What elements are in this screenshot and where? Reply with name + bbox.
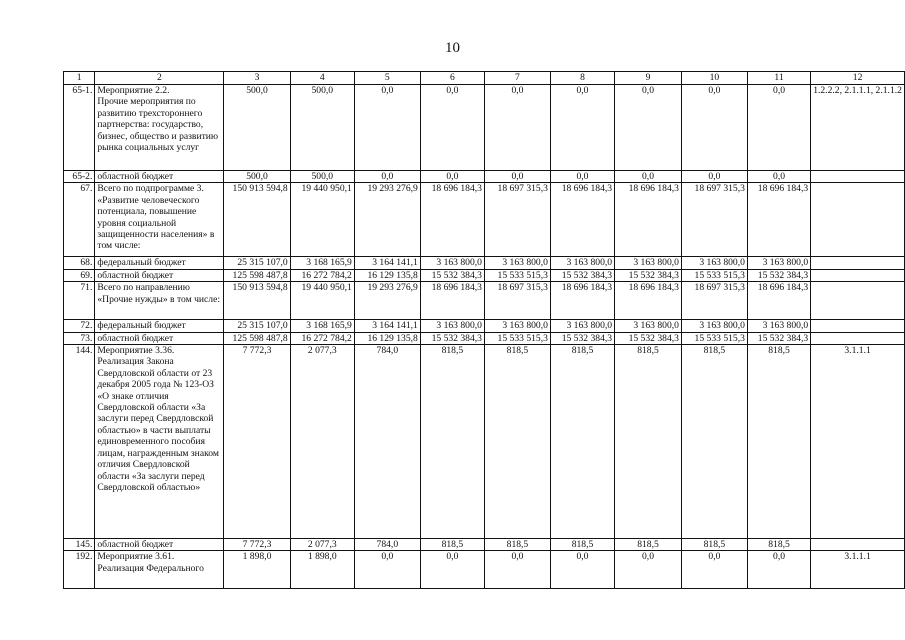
value-cell: 784,0 — [354, 345, 420, 539]
value-cell: 784,0 — [354, 539, 420, 551]
row-number: 68. — [64, 257, 95, 269]
target-codes — [811, 332, 905, 344]
row-number: 145. — [64, 539, 95, 551]
value-cell: 0,0 — [615, 85, 682, 171]
column-header: 8 — [550, 72, 614, 85]
target-codes — [811, 282, 905, 320]
row-label: областной бюджет — [95, 332, 224, 344]
value-cell: 18 696 184,3 — [615, 282, 682, 320]
table-row — [64, 539, 905, 551]
value-cell: 18 696 184,3 — [420, 183, 484, 257]
value-cell: 125 598 487,8 — [224, 332, 290, 344]
value-cell: 18 697 315,3 — [681, 282, 747, 320]
value-cell: 15 532 384,3 — [747, 332, 810, 344]
value-cell: 0,0 — [354, 171, 420, 183]
value-cell: 3 163 800,0 — [615, 257, 682, 269]
target-codes — [811, 269, 905, 281]
value-cell: 818,5 — [484, 539, 550, 551]
column-header: 7 — [484, 72, 550, 85]
row-label: областной бюджет — [95, 171, 224, 183]
value-cell: 18 697 315,3 — [484, 183, 550, 257]
value-cell: 18 696 184,3 — [747, 282, 810, 320]
value-cell: 3 168 165,9 — [290, 257, 354, 269]
value-cell: 3 163 800,0 — [550, 320, 614, 332]
value-cell: 0,0 — [354, 85, 420, 171]
value-cell: 18 696 184,3 — [550, 183, 614, 257]
value-cell: 0,0 — [550, 85, 614, 171]
value-cell: 15 532 384,3 — [550, 269, 614, 281]
value-cell: 0,0 — [420, 171, 484, 183]
target-codes — [811, 539, 905, 551]
column-header: 6 — [420, 72, 484, 85]
value-cell: 18 696 184,3 — [615, 183, 682, 257]
row-number: 72. — [64, 320, 95, 332]
target-codes — [811, 171, 905, 183]
value-cell: 0,0 — [484, 551, 550, 589]
row-label: Всего по подпрограмме 3. «Развитие человеческого потенциала, повышение уровня социальной защищенности населения» в том числе: — [95, 183, 224, 257]
table-row — [64, 171, 905, 183]
value-cell: 19 293 276,9 — [354, 183, 420, 257]
row-label: Мероприятие 3.61. Реализация Федерального — [95, 551, 224, 589]
value-cell: 15 532 384,3 — [420, 332, 484, 344]
value-cell: 3 163 800,0 — [550, 257, 614, 269]
value-cell: 3 164 141,1 — [354, 257, 420, 269]
row-label: Мероприятие 3.36. Реализация Закона Свердловской области от 23 декабря 2005 года № 123-ОЗ «О знаке отличия Свердловской области «За заслуги перед Свердловской областью» в части выплаты единовременного пособия лицам, награжденным знаком отличия Свердловской области «За заслуги перед Свердловской областью» — [95, 345, 224, 539]
value-cell: 3 163 800,0 — [747, 257, 810, 269]
value-cell: 0,0 — [420, 551, 484, 589]
column-header: 11 — [747, 72, 810, 85]
table-header-row — [64, 72, 905, 85]
value-cell: 1 898,0 — [290, 551, 354, 589]
value-cell: 15 532 384,3 — [615, 269, 682, 281]
value-cell: 15 533 515,3 — [484, 269, 550, 281]
target-codes: 3.1.1.1 — [811, 345, 905, 539]
value-cell: 500,0 — [224, 171, 290, 183]
value-cell: 16 272 784,2 — [290, 332, 354, 344]
value-cell: 15 532 384,3 — [550, 332, 614, 344]
value-cell: 3 163 800,0 — [681, 257, 747, 269]
value-cell: 18 696 184,3 — [550, 282, 614, 320]
row-number: 67. — [64, 183, 95, 257]
value-cell: 818,5 — [747, 345, 810, 539]
target-codes — [811, 320, 905, 332]
value-cell: 818,5 — [420, 345, 484, 539]
row-number: 65-1. — [64, 85, 95, 171]
value-cell: 18 696 184,3 — [420, 282, 484, 320]
value-cell: 19 440 950,1 — [290, 183, 354, 257]
value-cell: 818,5 — [681, 539, 747, 551]
table-row — [64, 183, 905, 257]
value-cell: 818,5 — [550, 345, 614, 539]
column-header: 3 — [224, 72, 290, 85]
value-cell: 19 293 276,9 — [354, 282, 420, 320]
table-row — [64, 282, 905, 320]
row-number: 69. — [64, 269, 95, 281]
value-cell: 15 533 515,3 — [681, 332, 747, 344]
target-codes — [811, 257, 905, 269]
value-cell: 7 772,3 — [224, 345, 290, 539]
column-header: 5 — [354, 72, 420, 85]
value-cell: 0,0 — [681, 171, 747, 183]
value-cell: 818,5 — [484, 345, 550, 539]
column-header: 2 — [95, 72, 224, 85]
value-cell: 15 533 515,3 — [484, 332, 550, 344]
value-cell: 15 532 384,3 — [747, 269, 810, 281]
row-label: федеральный бюджет — [95, 320, 224, 332]
value-cell: 16 272 784,2 — [290, 269, 354, 281]
value-cell: 25 315 107,0 — [224, 257, 290, 269]
row-label: федеральный бюджет — [95, 257, 224, 269]
value-cell: 16 129 135,8 — [354, 269, 420, 281]
value-cell: 818,5 — [681, 345, 747, 539]
target-codes: 1.2.2.2, 2.1.1.1, 2.1.1.2 — [811, 85, 905, 171]
value-cell: 500,0 — [290, 85, 354, 171]
value-cell: 1 898,0 — [224, 551, 290, 589]
target-codes — [811, 183, 905, 257]
value-cell: 818,5 — [615, 539, 682, 551]
value-cell: 3 163 800,0 — [615, 320, 682, 332]
value-cell: 0,0 — [484, 85, 550, 171]
value-cell: 3 163 800,0 — [484, 257, 550, 269]
value-cell: 0,0 — [550, 551, 614, 589]
value-cell: 0,0 — [420, 85, 484, 171]
column-header: 1 — [64, 72, 95, 85]
column-header: 12 — [811, 72, 905, 85]
value-cell: 0,0 — [747, 171, 810, 183]
value-cell: 18 697 315,3 — [681, 183, 747, 257]
value-cell: 0,0 — [681, 551, 747, 589]
row-label: Всего по направлению «Прочие нужды» в том числе: — [95, 282, 224, 320]
value-cell: 18 696 184,3 — [747, 183, 810, 257]
value-cell: 500,0 — [290, 171, 354, 183]
value-cell: 16 129 135,8 — [354, 332, 420, 344]
value-cell: 19 440 950,1 — [290, 282, 354, 320]
table-row — [64, 551, 905, 589]
value-cell: 3 163 800,0 — [747, 320, 810, 332]
row-number: 71. — [64, 282, 95, 320]
row-number: 73. — [64, 332, 95, 344]
value-cell: 0,0 — [681, 85, 747, 171]
column-header: 10 — [681, 72, 747, 85]
value-cell: 0,0 — [747, 551, 810, 589]
value-cell: 0,0 — [484, 171, 550, 183]
value-cell: 25 315 107,0 — [224, 320, 290, 332]
value-cell: 150 913 594,8 — [224, 183, 290, 257]
row-number: 144. — [64, 345, 95, 539]
column-header: 9 — [615, 72, 682, 85]
value-cell: 818,5 — [420, 539, 484, 551]
value-cell: 3 163 800,0 — [681, 320, 747, 332]
row-number: 65-2. — [64, 171, 95, 183]
value-cell: 18 697 315,3 — [484, 282, 550, 320]
value-cell: 3 163 800,0 — [484, 320, 550, 332]
value-cell: 0,0 — [550, 171, 614, 183]
value-cell: 7 772,3 — [224, 539, 290, 551]
value-cell: 818,5 — [747, 539, 810, 551]
row-label: областной бюджет — [95, 269, 224, 281]
value-cell: 0,0 — [354, 551, 420, 589]
value-cell: 2 077,3 — [290, 539, 354, 551]
row-label: областной бюджет — [95, 539, 224, 551]
value-cell: 3 163 800,0 — [420, 257, 484, 269]
table-row — [64, 85, 905, 171]
value-cell: 3 163 800,0 — [420, 320, 484, 332]
value-cell: 818,5 — [550, 539, 614, 551]
value-cell: 3 164 141,1 — [354, 320, 420, 332]
table-row — [64, 332, 905, 344]
budget-table — [63, 71, 905, 589]
table-row — [64, 257, 905, 269]
table-row — [64, 345, 905, 539]
row-label: Мероприятие 2.2. Прочие мероприятия по развитию трехстороннего партнерства: государство, бизнес, общество и развитию рынка социальных услуг — [95, 85, 224, 171]
page-number: 10 — [445, 40, 460, 56]
value-cell: 15 533 515,3 — [681, 269, 747, 281]
value-cell: 818,5 — [615, 345, 682, 539]
table-row — [64, 320, 905, 332]
value-cell: 0,0 — [747, 85, 810, 171]
value-cell: 15 532 384,3 — [615, 332, 682, 344]
value-cell: 15 532 384,3 — [420, 269, 484, 281]
value-cell: 500,0 — [224, 85, 290, 171]
value-cell: 0,0 — [615, 171, 682, 183]
table-row — [64, 269, 905, 281]
value-cell: 125 598 487,8 — [224, 269, 290, 281]
value-cell: 0,0 — [615, 551, 682, 589]
target-codes: 3.1.1.1 — [811, 551, 905, 589]
row-number: 192. — [64, 551, 95, 589]
value-cell: 3 168 165,9 — [290, 320, 354, 332]
value-cell: 150 913 594,8 — [224, 282, 290, 320]
value-cell: 2 077,3 — [290, 345, 354, 539]
column-header: 4 — [290, 72, 354, 85]
